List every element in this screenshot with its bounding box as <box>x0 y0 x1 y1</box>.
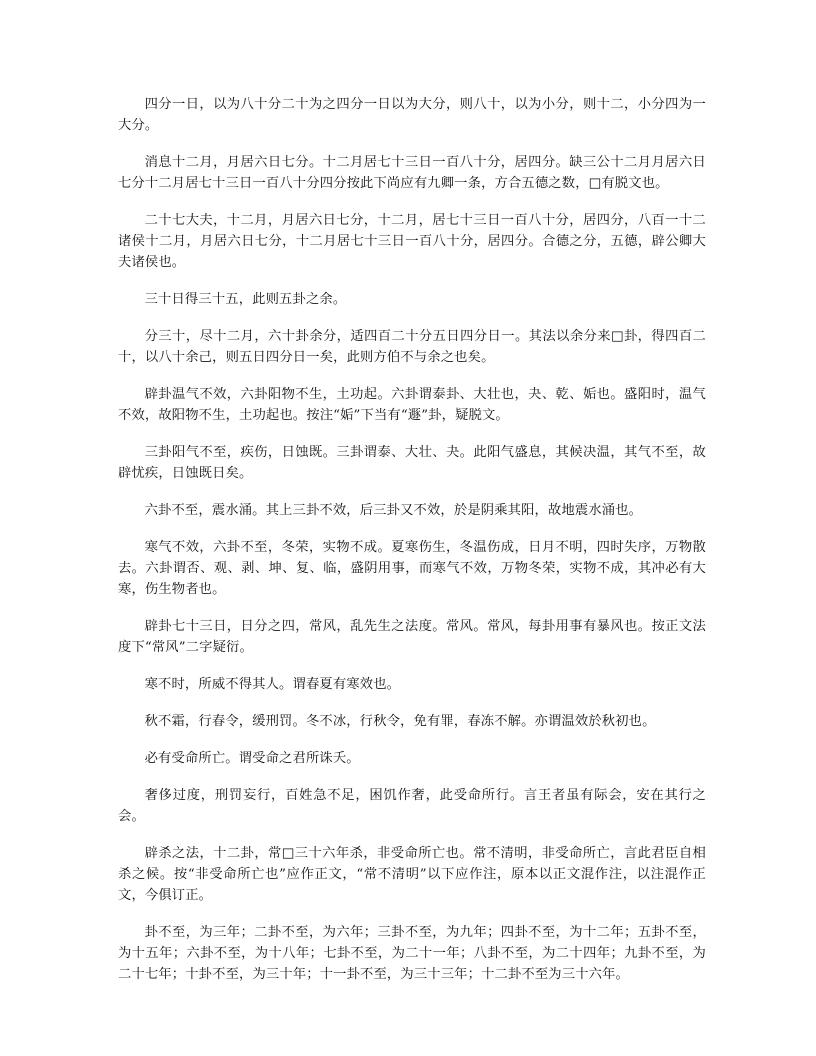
paragraph: 消息十二月，月居六日七分。十二月居七十三日一百八十分，居四分。缺三公十二月月居六日七分十二月居七十三日一百八十分四分按此下尚应有九卿一条，方合五德之数，□有脱文也。 <box>118 155 706 191</box>
document-page <box>118 94 706 1001</box>
paragraph: 辟卦温气不效，六卦阳物不生，土功起。六卦谓泰卦、大壮也，夬、乾、姤也。盛阳时，温气不效，故阳物不生，土功起也。按注“姤”下当有“遯”卦，疑脱文。 <box>118 387 706 423</box>
paragraph: 四分一日，以为八十分二十为之四分一日以为大分，则八十，以为小分，则十二，小分四为一大分。 <box>118 97 706 133</box>
paragraph: 六卦不至，震水涌。其上三卦不效，后三卦又不效，於是阴乘其阳，故地震水涌也。 <box>144 503 643 518</box>
paragraph: 卦不至，为三年；二卦不至，为六年；三卦不至，为九年；四卦不至，为十二年；五卦不至，为十五年；六卦不至，为十八年；七卦不至，为二十一年；八卦不至，为二十四年；九卦不至，为二十七年；十卦不至，为三十年；十一卦不至，为三十三年；十二卦不至为三十六年。 <box>118 925 706 982</box>
paragraph: 秋不霜，行春令，缓刑罚。冬不冰，行秋令，免有罪，春冻不解。亦谓温效於秋初也。 <box>144 714 656 729</box>
paragraph: 二十七大夫，十二月，月居六日七分，十二月，居七十三日一百八十分，居四分，八百一十二诸侯十二月，月居六日七分，十二月居七十三日一百八十分，居四分。合德之分，五德，辟公卿大夫诸侯也。 <box>118 213 706 270</box>
paragraph: 分三十，尽十二月，六十卦余分，适四百二十分五日四分日一。其法以余分来□卦，得四百二十，以八十余己，则五日四分日一矣，此则方伯不与余之也矣。 <box>118 329 706 365</box>
paragraph: 寒气不效，六卦不至，冬荣，实物不成。夏寒伤生，冬温伤成，日月不明，四时失序，万物散去。六卦谓否、观、剥、坤、复、临，盛阴用事，而寒气不效，万物冬荣，实物不成，其冲必有大寒，伤生物者也。 <box>118 540 706 597</box>
paragraph: 奢侈过度，刑罚妄行，百姓急不足，困饥作奢，此受命所行。言王者虽有际会，安在其行之会。 <box>118 788 706 824</box>
paragraph: 必有受命所亡。谓受命之君所诛夭。 <box>144 751 360 766</box>
paragraph: 辟卦七十三日，日分之四，常风，乱先生之法度。常风。常风，每卦用事有暴风也。按正文法度下“常风”二字疑衍。 <box>118 619 706 655</box>
paragraph: 寒不时，所威不得其人。谓春夏有寒效也。 <box>144 677 401 692</box>
paragraph: 三卦阳气不至，疾伤，日蚀既。三卦谓泰、大壮、夬。此阳气盛息，其候决温，其气不至，故辟忧疾，日蚀既日矣。 <box>118 445 706 481</box>
paragraph: 三十日得三十五，此则五卦之余。 <box>144 292 347 307</box>
paragraph: 辟杀之法，十二卦，常□三十六年杀，非受命所亡也。常不清明，非受命所亡，言此君臣自相杀之候。按“非受命所亡也”应作正文，“常不清明”以下应作注，原本以正文混作注，以注混作正文，今俱订正。 <box>118 846 706 903</box>
